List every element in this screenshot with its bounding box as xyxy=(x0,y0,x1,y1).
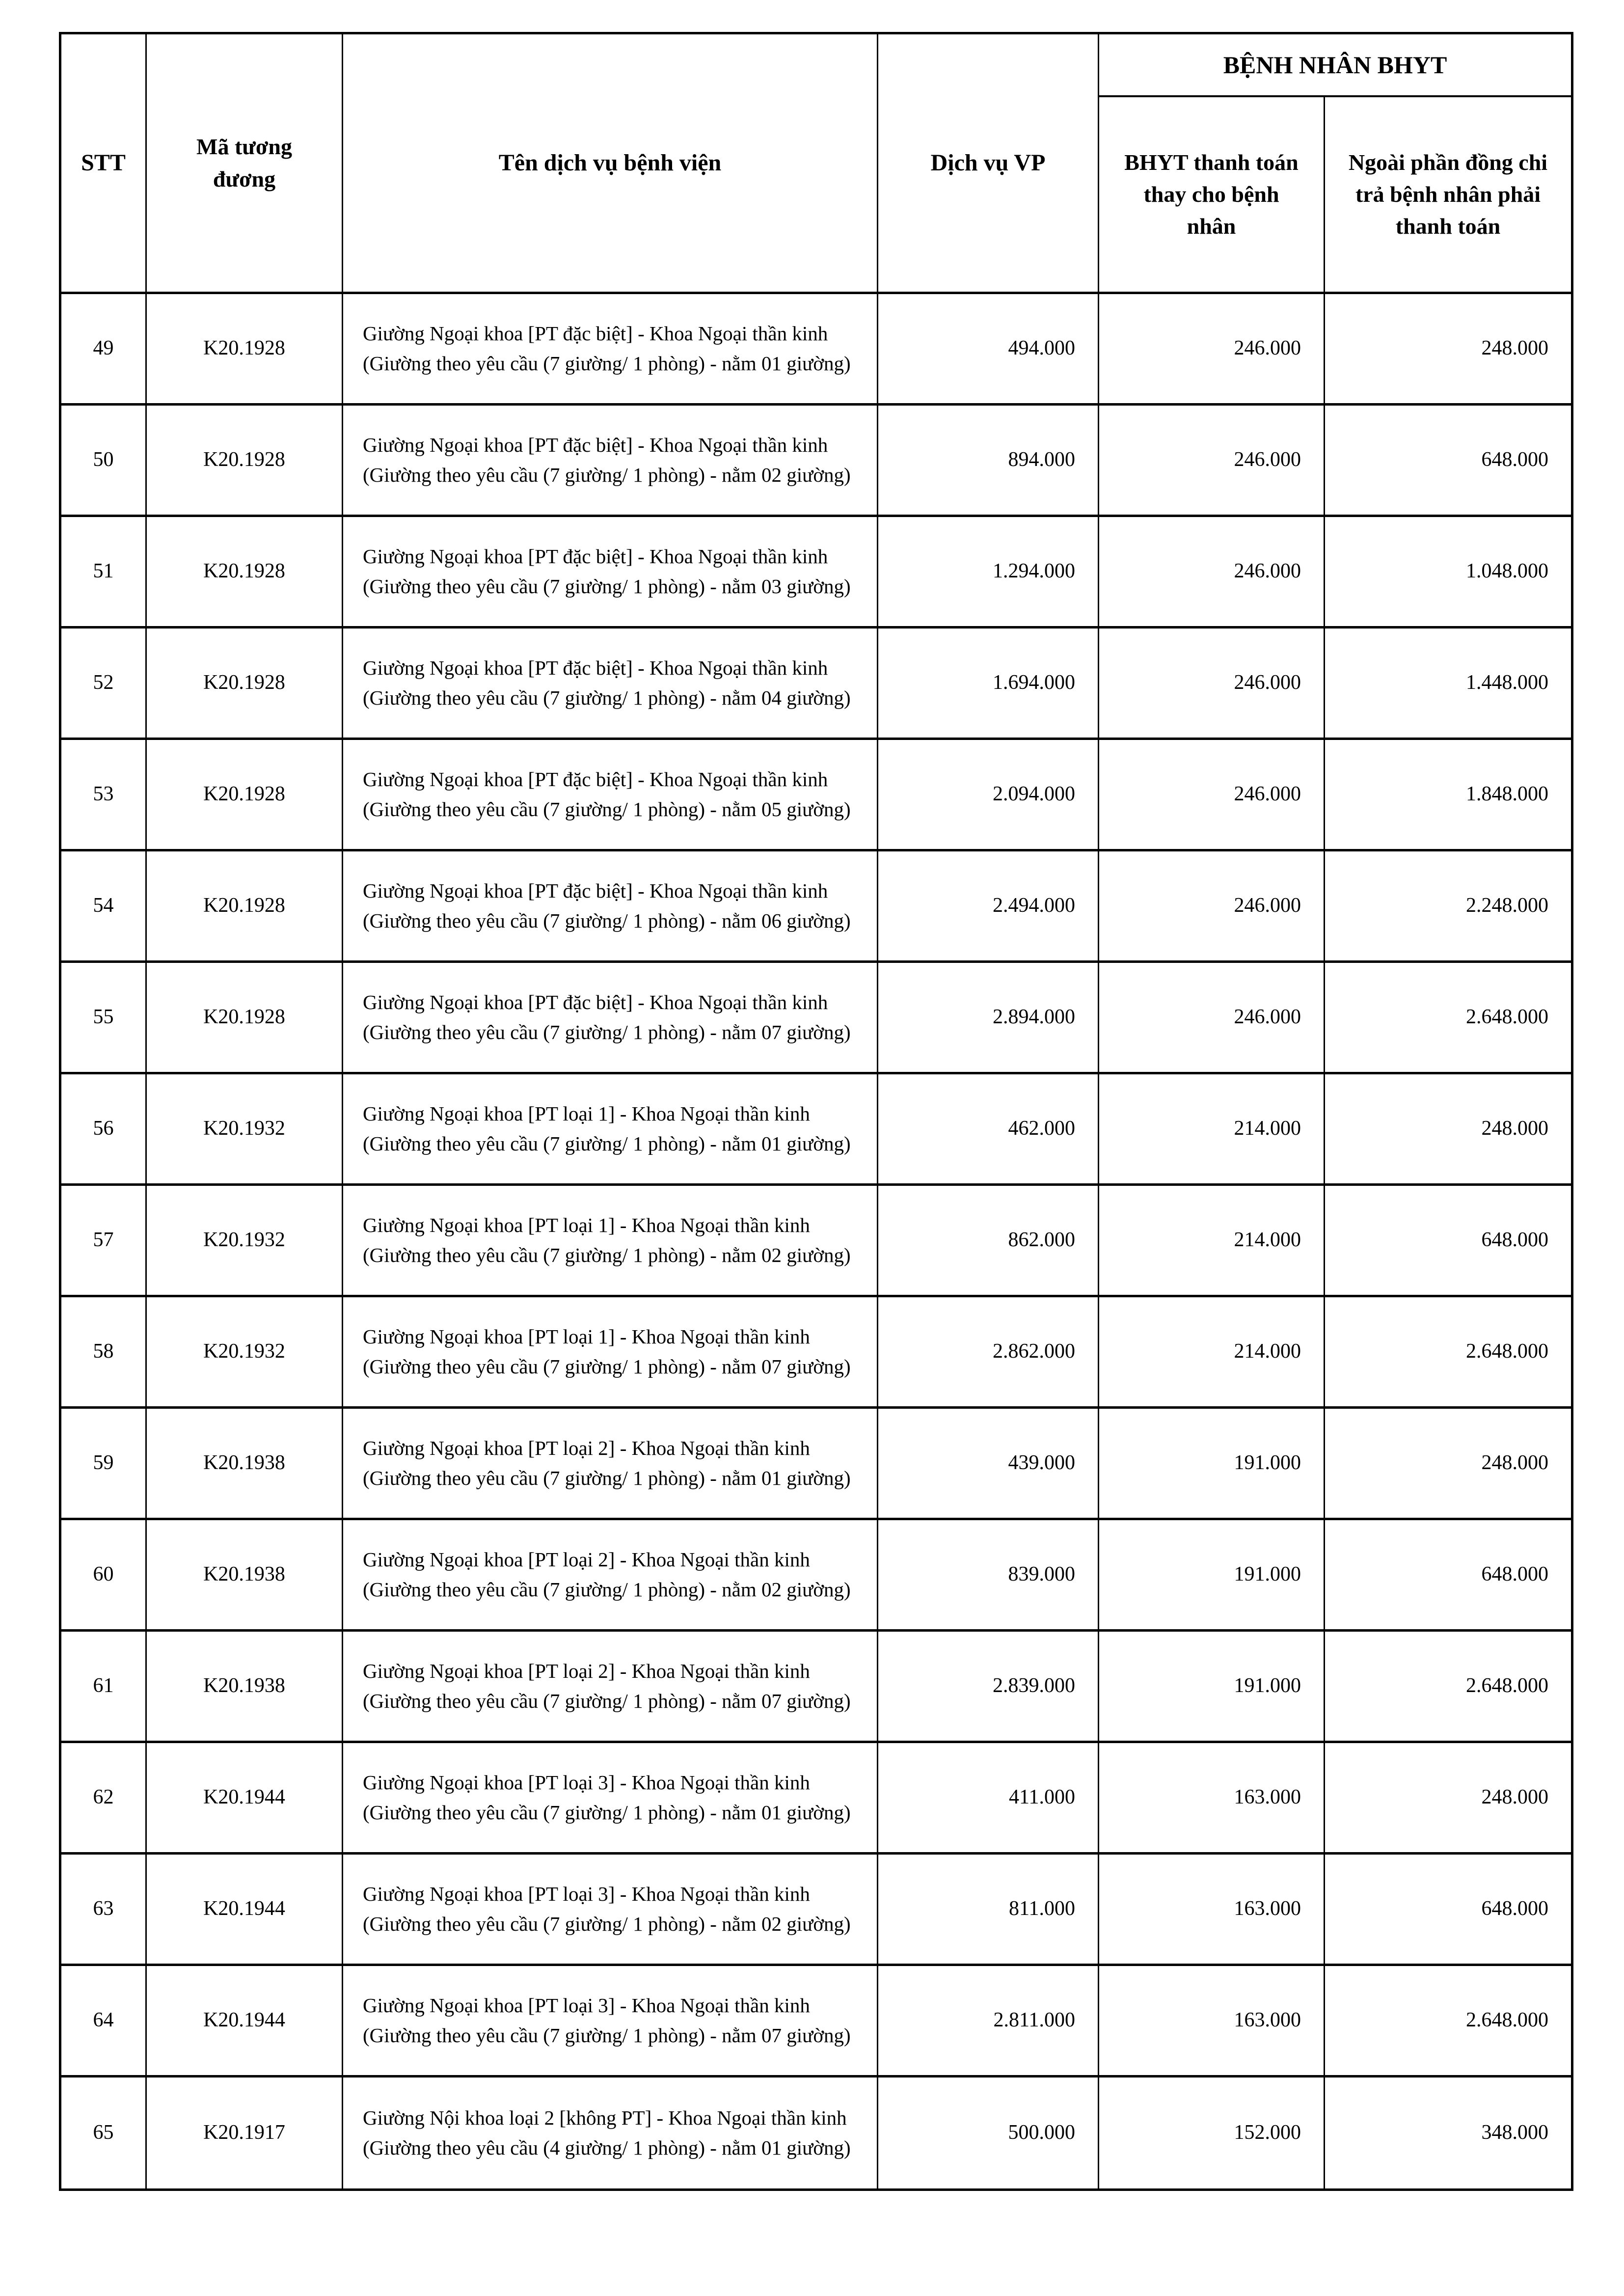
row-bhyt-paid-amount: 246.000 xyxy=(1099,627,1325,738)
row-patient-copay-amount: 348.000 xyxy=(1325,2076,1572,2189)
row-code: K20.1932 xyxy=(146,1073,343,1184)
row-vp-price: 500.000 xyxy=(878,2076,1099,2189)
row-bhyt-paid-amount: 246.000 xyxy=(1099,404,1325,516)
row-patient-copay-amount: 2.648.000 xyxy=(1325,1630,1572,1742)
row-patient-copay-amount: 2.248.000 xyxy=(1325,850,1572,961)
row-code: K20.1928 xyxy=(146,961,343,1073)
row-service-name: Giường Ngoại khoa [PT loại 2] - Khoa Ngoại thần kinh (Giường theo yêu cầu (7 giường/ 1 phòng) - nằm 07 giường) xyxy=(343,1630,878,1742)
row-stt: 55 xyxy=(60,961,146,1073)
table-row xyxy=(60,1296,1572,1407)
row-service-name: Giường Ngoại khoa [PT loại 3] - Khoa Ngoại thần kinh (Giường theo yêu cầu (7 giường/ 1 phòng) - nằm 02 giường) xyxy=(343,1853,878,1965)
row-bhyt-paid-amount: 246.000 xyxy=(1099,850,1325,961)
row-bhyt-paid-amount: 246.000 xyxy=(1099,738,1325,850)
row-stt: 50 xyxy=(60,404,146,516)
row-vp-price: 862.000 xyxy=(878,1184,1099,1296)
row-bhyt-paid-amount: 191.000 xyxy=(1099,1630,1325,1742)
row-vp-price: 494.000 xyxy=(878,293,1099,404)
header-patient-copay: Ngoài phần đồng chi trả bệnh nhân phải thanh toán xyxy=(1325,96,1572,293)
row-vp-price: 439.000 xyxy=(878,1407,1099,1519)
row-patient-copay-amount: 2.648.000 xyxy=(1325,1296,1572,1407)
row-vp-price: 811.000 xyxy=(878,1853,1099,1965)
header-vp-service: Dịch vụ VP xyxy=(878,33,1099,293)
row-stt: 56 xyxy=(60,1073,146,1184)
row-bhyt-paid-amount: 163.000 xyxy=(1099,1965,1325,2076)
header-service-name: Tên dịch vụ bệnh viện xyxy=(343,33,878,293)
row-bhyt-paid-amount: 214.000 xyxy=(1099,1073,1325,1184)
row-patient-copay-amount: 2.648.000 xyxy=(1325,1965,1572,2076)
row-patient-copay-amount: 248.000 xyxy=(1325,1407,1572,1519)
row-bhyt-paid-amount: 163.000 xyxy=(1099,1742,1325,1853)
row-code: K20.1944 xyxy=(146,1965,343,2076)
row-bhyt-paid-amount: 246.000 xyxy=(1099,961,1325,1073)
row-stt: 54 xyxy=(60,850,146,961)
row-service-name: Giường Nội khoa loại 2 [không PT] - Khoa Ngoại thần kinh (Giường theo yêu cầu (4 giường/ 1 phòng) - nằm 01 giường) xyxy=(343,2076,878,2189)
row-service-name: Giường Ngoại khoa [PT đặc biệt] - Khoa Ngoại thần kinh (Giường theo yêu cầu (7 giường/ 1 phòng) - nằm 02 giường) xyxy=(343,404,878,516)
row-service-name: Giường Ngoại khoa [PT đặc biệt] - Khoa Ngoại thần kinh (Giường theo yêu cầu (7 giường/ 1 phòng) - nằm 05 giường) xyxy=(343,738,878,850)
row-stt: 64 xyxy=(60,1965,146,2076)
header-equivalent-code: Mã tương đương xyxy=(146,33,343,293)
row-vp-price: 2.494.000 xyxy=(878,850,1099,961)
row-code: K20.1932 xyxy=(146,1296,343,1407)
row-patient-copay-amount: 1.448.000 xyxy=(1325,627,1572,738)
table-row xyxy=(60,1519,1572,1630)
row-service-name: Giường Ngoại khoa [PT loại 2] - Khoa Ngoại thần kinh (Giường theo yêu cầu (7 giường/ 1 phòng) - nằm 02 giường) xyxy=(343,1519,878,1630)
row-service-name: Giường Ngoại khoa [PT loại 3] - Khoa Ngoại thần kinh (Giường theo yêu cầu (7 giường/ 1 phòng) - nằm 01 giường) xyxy=(343,1742,878,1853)
row-service-name: Giường Ngoại khoa [PT đặc biệt] - Khoa Ngoại thần kinh (Giường theo yêu cầu (7 giường/ 1 phòng) - nằm 01 giường) xyxy=(343,293,878,404)
table-row xyxy=(60,516,1572,627)
row-bhyt-paid-amount: 214.000 xyxy=(1099,1184,1325,1296)
row-stt: 59 xyxy=(60,1407,146,1519)
row-bhyt-paid-amount: 152.000 xyxy=(1099,2076,1325,2189)
row-code: K20.1928 xyxy=(146,293,343,404)
row-stt: 63 xyxy=(60,1853,146,1965)
row-service-name: Giường Ngoại khoa [PT loại 1] - Khoa Ngoại thần kinh (Giường theo yêu cầu (7 giường/ 1 phòng) - nằm 02 giường) xyxy=(343,1184,878,1296)
row-bhyt-paid-amount: 214.000 xyxy=(1099,1296,1325,1407)
row-bhyt-paid-amount: 191.000 xyxy=(1099,1407,1325,1519)
row-stt: 53 xyxy=(60,738,146,850)
row-code: K20.1938 xyxy=(146,1407,343,1519)
row-code: K20.1944 xyxy=(146,1853,343,1965)
row-patient-copay-amount: 248.000 xyxy=(1325,293,1572,404)
row-stt: 52 xyxy=(60,627,146,738)
row-vp-price: 1.694.000 xyxy=(878,627,1099,738)
row-stt: 60 xyxy=(60,1519,146,1630)
row-service-name: Giường Ngoại khoa [PT loại 3] - Khoa Ngoại thần kinh (Giường theo yêu cầu (7 giường/ 1 phòng) - nằm 07 giường) xyxy=(343,1965,878,2076)
row-service-name: Giường Ngoại khoa [PT loại 2] - Khoa Ngoại thần kinh (Giường theo yêu cầu (7 giường/ 1 phòng) - nằm 01 giường) xyxy=(343,1407,878,1519)
row-code: K20.1917 xyxy=(146,2076,343,2189)
row-vp-price: 2.839.000 xyxy=(878,1630,1099,1742)
row-stt: 51 xyxy=(60,516,146,627)
table-row xyxy=(60,1965,1572,2076)
row-stt: 61 xyxy=(60,1630,146,1742)
table-row xyxy=(60,1407,1572,1519)
table-row xyxy=(60,1630,1572,1742)
table-row xyxy=(60,404,1572,516)
header-bhyt-pays: BHYT thanh toán thay cho bệnh nhân xyxy=(1099,96,1325,293)
header-bhyt-patient-group: BỆNH NHÂN BHYT xyxy=(1099,33,1572,97)
table-header xyxy=(60,33,1572,293)
row-patient-copay-amount: 648.000 xyxy=(1325,1519,1572,1630)
row-patient-copay-amount: 648.000 xyxy=(1325,1853,1572,1965)
row-patient-copay-amount: 1.848.000 xyxy=(1325,738,1572,850)
row-stt: 62 xyxy=(60,1742,146,1853)
row-patient-copay-amount: 248.000 xyxy=(1325,1742,1572,1853)
header-stt: STT xyxy=(60,33,146,293)
row-code: K20.1932 xyxy=(146,1184,343,1296)
row-vp-price: 894.000 xyxy=(878,404,1099,516)
row-bhyt-paid-amount: 246.000 xyxy=(1099,516,1325,627)
row-vp-price: 462.000 xyxy=(878,1073,1099,1184)
table-row xyxy=(60,2076,1572,2189)
row-service-name: Giường Ngoại khoa [PT loại 1] - Khoa Ngoại thần kinh (Giường theo yêu cầu (7 giường/ 1 phòng) - nằm 01 giường) xyxy=(343,1073,878,1184)
row-code: K20.1928 xyxy=(146,404,343,516)
row-vp-price: 2.811.000 xyxy=(878,1965,1099,2076)
row-code: K20.1928 xyxy=(146,627,343,738)
table-row xyxy=(60,961,1572,1073)
table-row xyxy=(60,1742,1572,1853)
row-bhyt-paid-amount: 246.000 xyxy=(1099,293,1325,404)
row-patient-copay-amount: 648.000 xyxy=(1325,1184,1572,1296)
row-patient-copay-amount: 1.048.000 xyxy=(1325,516,1572,627)
row-code: K20.1944 xyxy=(146,1742,343,1853)
row-stt: 58 xyxy=(60,1296,146,1407)
row-code: K20.1928 xyxy=(146,738,343,850)
table-row xyxy=(60,850,1572,961)
header-row-group xyxy=(60,33,1572,97)
row-vp-price: 2.894.000 xyxy=(878,961,1099,1073)
row-patient-copay-amount: 2.648.000 xyxy=(1325,961,1572,1073)
row-stt: 65 xyxy=(60,2076,146,2189)
row-stt: 49 xyxy=(60,293,146,404)
row-code: K20.1938 xyxy=(146,1519,343,1630)
table-row xyxy=(60,1073,1572,1184)
table-row xyxy=(60,738,1572,850)
hospital-service-price-table xyxy=(59,32,1573,2191)
row-code: K20.1938 xyxy=(146,1630,343,1742)
row-vp-price: 839.000 xyxy=(878,1519,1099,1630)
row-code: K20.1928 xyxy=(146,516,343,627)
row-service-name: Giường Ngoại khoa [PT loại 1] - Khoa Ngoại thần kinh (Giường theo yêu cầu (7 giường/ 1 phòng) - nằm 07 giường) xyxy=(343,1296,878,1407)
row-service-name: Giường Ngoại khoa [PT đặc biệt] - Khoa Ngoại thần kinh (Giường theo yêu cầu (7 giường/ 1 phòng) - nằm 04 giường) xyxy=(343,627,878,738)
table-row xyxy=(60,293,1572,404)
row-bhyt-paid-amount: 163.000 xyxy=(1099,1853,1325,1965)
table-row xyxy=(60,1184,1572,1296)
row-service-name: Giường Ngoại khoa [PT đặc biệt] - Khoa Ngoại thần kinh (Giường theo yêu cầu (7 giường/ 1 phòng) - nằm 07 giường) xyxy=(343,961,878,1073)
row-patient-copay-amount: 648.000 xyxy=(1325,404,1572,516)
table-row xyxy=(60,627,1572,738)
row-service-name: Giường Ngoại khoa [PT đặc biệt] - Khoa Ngoại thần kinh (Giường theo yêu cầu (7 giường/ 1 phòng) - nằm 03 giường) xyxy=(343,516,878,627)
table-body xyxy=(60,293,1572,2189)
row-code: K20.1928 xyxy=(146,850,343,961)
row-vp-price: 2.094.000 xyxy=(878,738,1099,850)
row-bhyt-paid-amount: 191.000 xyxy=(1099,1519,1325,1630)
row-vp-price: 1.294.000 xyxy=(878,516,1099,627)
row-vp-price: 411.000 xyxy=(878,1742,1099,1853)
row-service-name: Giường Ngoại khoa [PT đặc biệt] - Khoa Ngoại thần kinh (Giường theo yêu cầu (7 giường/ 1 phòng) - nằm 06 giường) xyxy=(343,850,878,961)
row-patient-copay-amount: 248.000 xyxy=(1325,1073,1572,1184)
row-stt: 57 xyxy=(60,1184,146,1296)
table-row xyxy=(60,1853,1572,1965)
row-vp-price: 2.862.000 xyxy=(878,1296,1099,1407)
